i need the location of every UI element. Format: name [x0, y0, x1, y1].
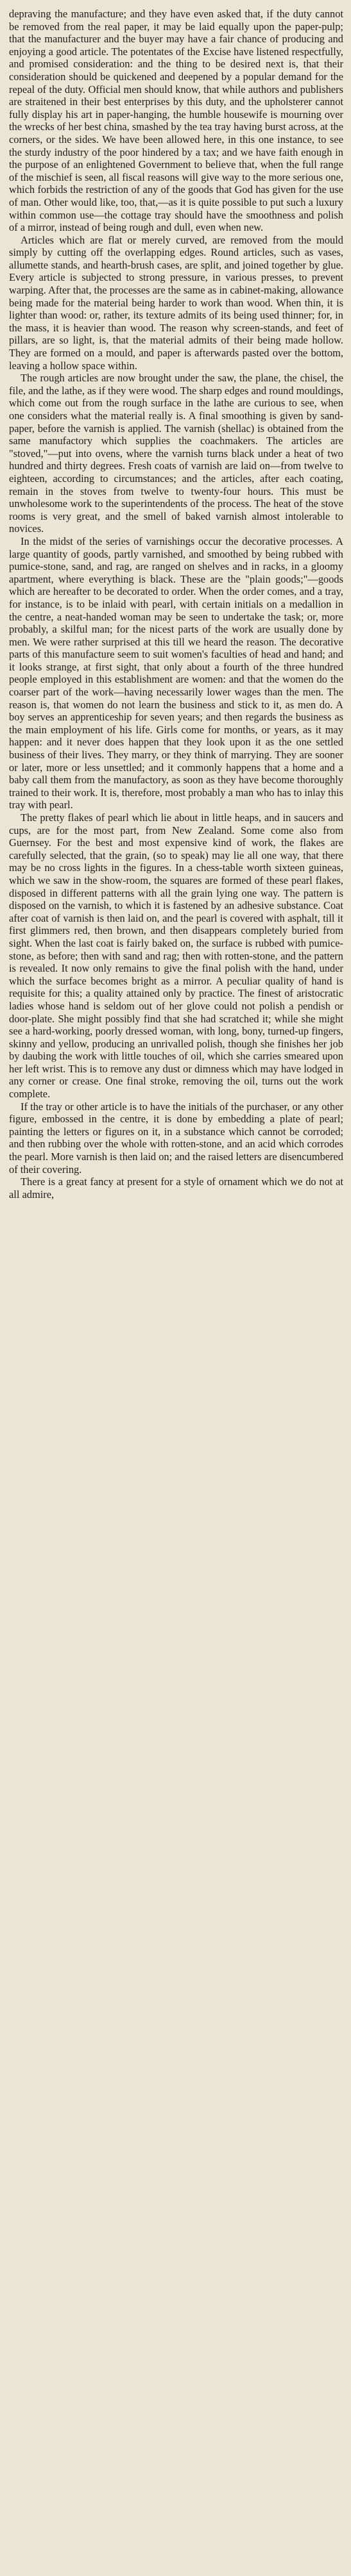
paragraph-excise-duty: depraving the manufacture; and they have even asked that, if the duty cannot be removed from the real paper, it may be laid equally upon the paper-pulp; that the manufacturer and the buyer may have a fair chance of producing and enjoying a good article. The potentates of the Excise have listened respectfully, and promised consideration: and the thing to be desired next is, that their consideration should be quickened and deepened by a popular demand for the repeal of the duty. Official men should know, that while authors and publishers are straitened in their best enterprises by this duty, and the upholsterer cannot fully display his art in paper-hanging, the humble housewife is mourning over the wrecks of her best china, smashed by the tea tray having burst across, at the corners, or the sides. We have been allowed here, in this one instance, to see the sturdy industry of the poor hindered by a tax; and we have faith enough in the purpose of an enlightened Government to believe that, when the full range of the mischief is seen, all fiscal reasons will give way to the more serious one, which forbids the restriction of any of the goods that God has given for the use of man. Other would like, too, that,—as it is quite possible to put such a luxury within common use—the cottage tray should have the smoothness and polish of a mirror, instead of being rough and dull, even when new. [9, 8, 343, 234]
paragraph-rough-articles: The rough articles are now brought under the saw, the plane, the chisel, the file, and the lathe, as if they were wood. The sharp edges and round mouldings, which come out from the rough surface in the lathe are curious to see, when one considers what the material really is. A final smoothing is given by sand-paper, before the varnish is applied. The varnish (shellac) is obtained from the same manufactory which supplies the coachmakers. The articles are "stoved,"—put into ovens, where the varnish turns black under a heat of two hundred and thirty degrees. Fresh coats of varnish are laid on—from twelve to eighteen, according to circumstances; and the articles, after each coating, remain in the stoves from twelve to twenty-four hours. This must be unwholesome work to the superintendents of the process. The heat of the stove rooms is very great, and the smell of baked varnish almost intolerable to novices. [9, 372, 343, 535]
paragraph-decorative-processes: In the midst of the series of varnishings occur the decorative processes. A large quantity of goods, partly varnished, and smoothed by being rubbed with pumice-stone, sand, and rag, are ranged on shelves and in racks, in a gloomy apartment, where everything is black. These are the "plain goods;"—goods which are hereafter to be decorated to order. When the order comes, and a tray, for instance, is to be inlaid with pearl, with certain initials on a medallion in the centre, a neat-handed woman may be seen to undertake the task; or, more probably, a skilful man; for the nicest parts of the work are usually done by men. We were rather surprised at this till we heard the reason. The decorative parts of this manufacture seem to suit women's faculties of head and hand; and it looks strange, at first sight, that only about a fourth of the three hundred people employed in this establishment are women: and that the women do the coarser part of the work—having necessarily lower wages than the men. The reason is, that women do not learn the business and stick to it, as men do. A boy serves an apprenticeship for seven years; and then regards the business as the main employment of his life. Girls come for months, or years, as it may happen: and it never does happen that they look upon it as the one settled business of their lives. They marry, or they think of marrying. They are sooner or later, more or less unsettled; and it commonly happens that a home and a baby call them from the manufactory, as soon as they have become thoroughly trained to their work. It is, therefore, most probably a man who has to inlay this tray with pearl. [9, 535, 343, 811]
paragraph-pearl-flakes: The pretty flakes of pearl which lie about in little heaps, and in saucers and cups, are for the most part, from New Zealand. Some come also from Guernsey. For the best and most expensive kind of work, the flakes are carefully selected, that the grain, (so to speak) may lie all one way, that there may be no cross lights in the figures. In a chess-table worth sixteen guineas, which we saw in the show-room, the squares are formed of these pearl flakes, disposed in different patterns with all the grain lying one way. The pattern is disposed on the varnish, to which it is fastened by an adhesive substance. Coat after coat of varnish is then laid on, and the pearl is covered with asphalt, till it first glimmers red, then brown, and then disappears completely buried from sight. When the last coat is fairly baked on, the surface is rubbed with pumice-stone, as before; then with sand and rag; then with rotten-stone, and the pattern is revealed. It now only remains to give the final polish with the hand, under which the surface becomes bright as a mirror. A peculiar quality of hand is requisite for this; a quality attained only by practice. The finest of aristocratic ladies whose hand is seldom out of her glove could not polish a pendish or door-plate. She might possibly find that she had scratched it; while she might see a hard-working, poorly dressed woman, with long, bony, turned-up fingers, skinny and yellow, producing an unrivalled polish, though she finishes her job by daubing the work with little touches of oil, which she carries smeared upon her left wrist. This is to remove any dust or dimness which may have lodged in any corner or crease. One final stroke, removing the oil, turns out the work complete. [9, 811, 343, 1101]
paragraph-flat-articles: Articles which are flat or merely curved, are removed from the mould simply by cutting off the overlapping edges. Round articles, such as vases, allumette stands, and hearth-brush cases, are split, and joined together by glue. Every article is subjected to strong pressure, in various presses, to prevent warping. After that, the processes are the same as in cabinet-making, allowance being made for the material being harder to work than wood. When thin, it is lighter than wood: or, rather, its texture admits of its being used thinner; for, in the mass, it is heavier than wood. The reason why screen-stands, and feet of pillars, are so light, is, that the material admits of their being made hollow. They are formed on a mould, and paper is afterwards pasted over the bottom, leaving a hollow space within. [9, 233, 343, 372]
paragraph-fancy-ornament: There is a great fancy at present for a style of ornament which we do not at all admire, [9, 1176, 343, 1201]
paragraph-initials: If the tray or other article is to have the initials of the purchaser, or any other figure, embossed in the centre, it is done by embedding a plate of pearl; painting the letters or figures on it, in a substance which cannot be corroded; and then rubbing over the whole with rotten-stone, and an acid which corrodes the pearl. More varnish is then laid on; and the raised letters are disencumbered of their covering. [9, 1100, 343, 1176]
